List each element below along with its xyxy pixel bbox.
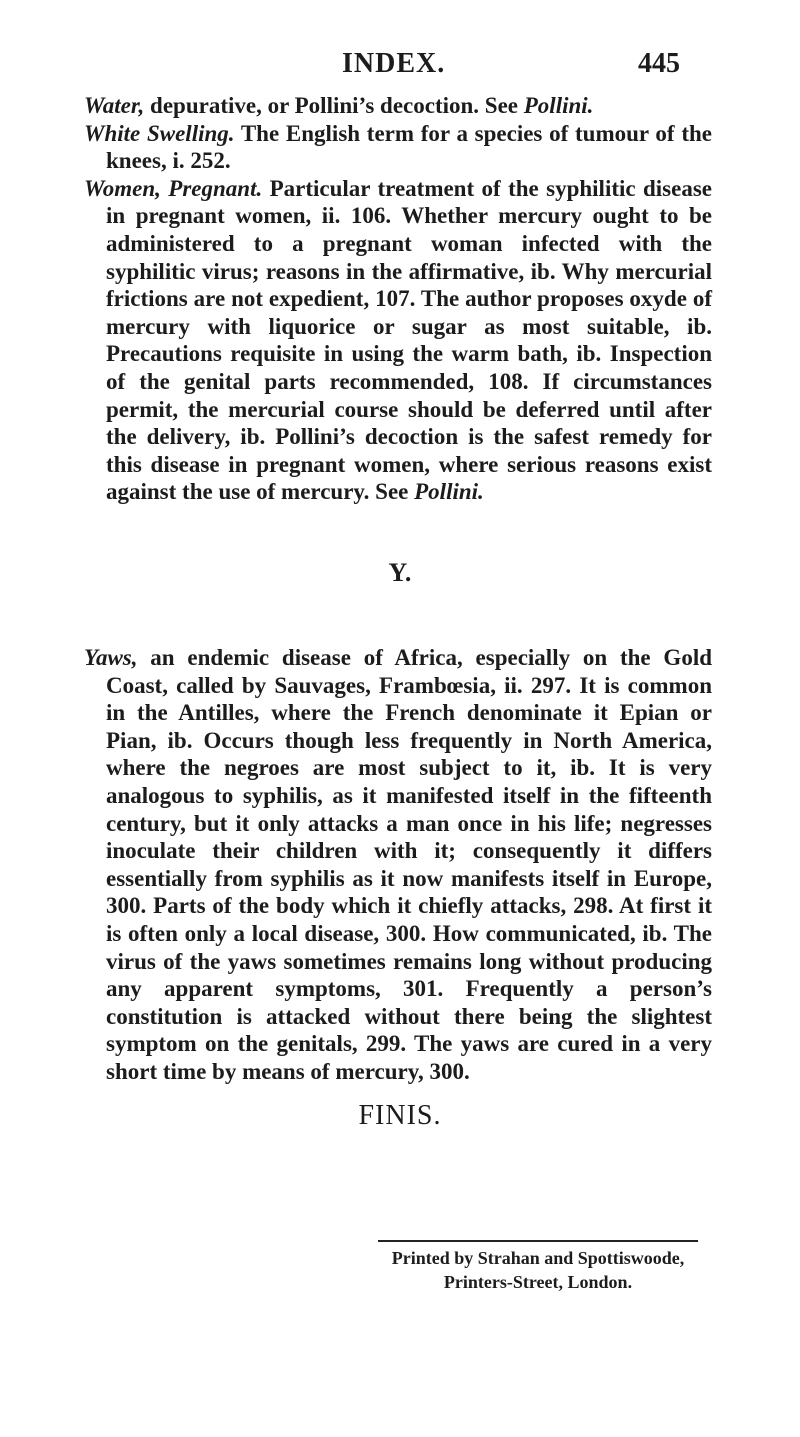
printer-imprint — [378, 1246, 698, 1294]
entry-text: an endemic disease of Africa, especially on the Gold Coast, called by Sauvages, Frambœsia, ii. 297. It is common in the Antilles, where the French denominate it Epian or Pian, ib. Occurs though less frequently in North America, where the negroes are most subject to it, ib. It is very analogous to syphilis, as it manifested itself in the fifteenth century, but it only attacks a man once in his life; negresses inoculate their children with it; consequently it differs essentially from syphilis as it now manifests itself in Europe, 300. Parts of the body which it chiefly attacks, 298. At first it is often only a local disease, 300. How communicated, ib. The virus of the yaws sometimes remains long without producing any apparent symptoms, 301. Frequently a person’s constitution is attacked without there being the slightest symptom on the genitals, 299. The yaws are cured in a very short time by means of mercury, 300. — [106, 645, 712, 1084]
entry-text: Particular treatment of the syphilitic disease in pregnant women, ii. 106. Whether mercury ought to be administered to a pregnant woman infected with the syphilitic virus; reasons in the affirmative, ib. Why mercurial frictions are not expedient, 107. The author proposes oxyde of mercury with liquorice or sugar as most suitable, ib. Precautions requisite in using the warm bath, ib. Inspection of the genital parts recommended, 108. If circumstances permit, the mercurial course should be deferred until after the delivery, ib. Pollini’s decoction is the safest remedy for this disease in pregnant women, where serious reasons exist against the use of mercury. See — [106, 175, 712, 505]
section-heading-y: Y. — [388, 558, 412, 587]
entry-text: The English term for a species of tumour of the knees, i. 252. — [106, 120, 712, 174]
entry-term: White Swelling. — [84, 120, 235, 146]
index-entry-water — [84, 92, 712, 120]
entry-term: Water, — [84, 93, 145, 118]
index-entry-women-pregnant — [84, 175, 712, 506]
index-section-w — [84, 92, 712, 506]
finis-label: FINIS. — [358, 1100, 442, 1131]
entry-term: Women, Pregnant. — [84, 175, 263, 201]
entry-cross-reference: Pollini. — [523, 93, 594, 118]
imprint-line-1: Printed by Strahan and Spottiswoode, — [391, 1248, 685, 1268]
index-entry-yaws — [84, 644, 712, 1086]
index-section-y — [84, 644, 712, 1086]
entry-text: depurative, or Pollini’s decoction. See — [144, 93, 524, 118]
entry-cross-reference: Pollini. — [414, 479, 484, 505]
imprint-line-2: Printers-Street, London. — [443, 1272, 633, 1292]
running-header — [340, 48, 680, 88]
header-title: INDEX. — [342, 48, 446, 79]
entry-term: Yaws, — [84, 645, 138, 670]
imprint-rule — [378, 1240, 698, 1242]
page-number: 445 — [638, 48, 680, 79]
index-entry-white-swelling — [84, 120, 712, 175]
